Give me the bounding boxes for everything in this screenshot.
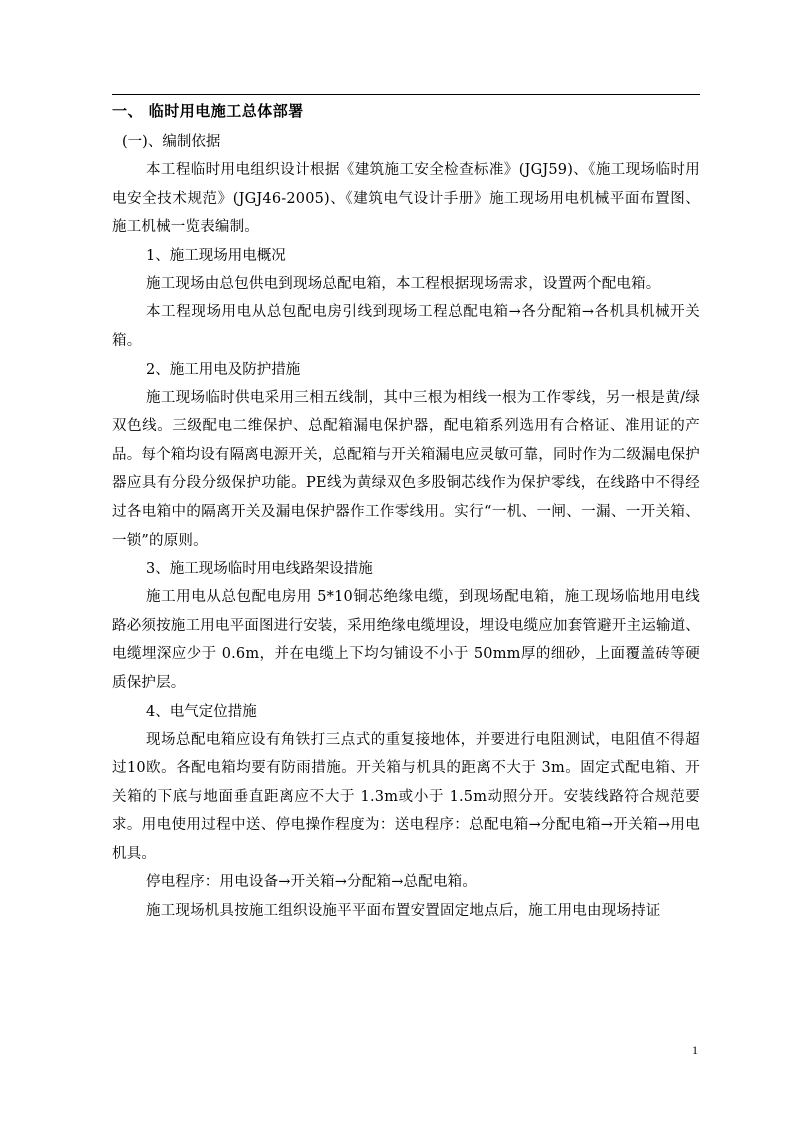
section-heading: 一、 临时用电施工总体部署	[112, 102, 304, 120]
sec4-paragraph-1: 现场总配电箱应设有角铁打三点式的重复接地体，并要进行电阻测试，电阻值不得超过10欧。各配电箱均要有防雨措施。开关箱与机具的距离不大于 3m。固定式配电箱、开关箱的下底与地面垂直距离应不大于 1.3m或小于 1.5m动照分开。安装线路符合规范要求。用电使用过程中送、停电操作程度为：送电程序：总配电箱→分配电箱→开关箱→用电机具。	[112, 731, 700, 862]
header-rule	[112, 94, 700, 95]
sec4-paragraph-2: 停电程序：用电设备→开关箱→分配箱→总配电箱。	[146, 874, 478, 891]
sec1-paragraph-1: 施工现场由总包供电到现场总配电箱，本工程根据现场需求，设置两个配电箱。	[146, 275, 661, 292]
sec4-paragraph-3: 施工现场机具按施工组织设施平平面布置安置固定地点后，施工用电由现场持证	[146, 903, 661, 920]
sec3-title: 3、施工现场临时用电线路架设措施	[146, 561, 373, 578]
sec1-paragraph-2: 本工程现场用电从总包配电房引线到现场工程总配电箱→各分配箱→各机具机械开关箱。	[112, 304, 700, 349]
sec1-title: 1、施工现场用电概况	[146, 247, 286, 264]
sec4-title: 4、电气定位措施	[146, 703, 257, 720]
sec2-paragraph-1: 施工现场临时供电采用三相五线制，其中三根为相线一根为工作零线，另一根是黄/绿双色线。三级配电二维保护、总配箱漏电保护器，配电箱系列选用有合格证、准用证的产品。每个箱均设有隔离电源开关，总配箱与开关箱漏电应灵敏可靠，同时作为二级漏电保护器应具有分段分级保护功能。PE线为黄绿双色多股铜芯线作为保护零线，在线路中不得经过各电箱中的隔离开关及漏电保护器作工作零线用。实行“一机、一闸、一漏、一开关箱、一锁”的原则。	[112, 389, 700, 549]
paragraph-basis: 本工程临时用电组织设计根据《建筑施工安全检查标准》(JGJ59)、《施工现场临时用电安全技术规范》(JGJ46-2005)、《建筑电气设计手册》施工现场用电机械平面布置图、施工机械一览表编制。	[112, 162, 700, 236]
sec2-title: 2、施工用电及防护措施	[146, 361, 301, 378]
page-number: 1	[692, 1043, 698, 1057]
subsection-heading: (一)、编制依据	[122, 134, 221, 150]
sec3-paragraph-1: 施工用电从总包配电房用 5*10铜芯绝缘电缆，到现场配电箱，施工现场临地用电线路必须按施工用电平面图进行安装，采用绝缘电缆埋设，埋设电缆应加套管避开主运输道、电缆埋深应少于 0.6m，并在电缆上下均匀铺设不小于 50mm厚的细砂，上面覆盖砖等硬质保护层。	[112, 589, 700, 691]
document-body	[112, 96, 700, 926]
